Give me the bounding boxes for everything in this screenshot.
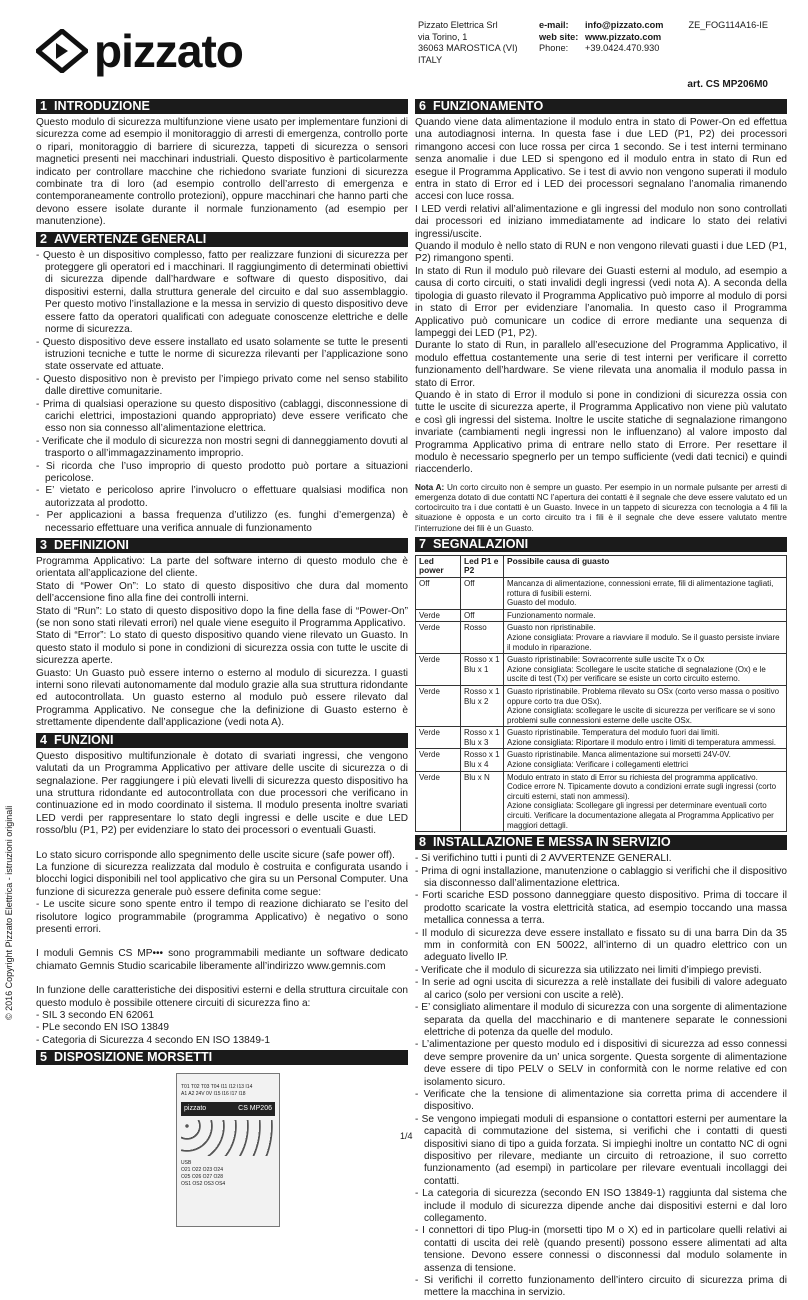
list-item: - Si ricorda che l’uso improprio di questo prodotto può portare a situazioni pericolose. — [36, 460, 408, 484]
list-item: - I connettori di tipo Plug-in (morsetti tipo M o X) ed in particolare quelli relativi ai contatti di uscita dei relè (quando presenti) possono essere alimentati ad alta tensione. Devono essere connessi o disconnessi dal modulo solamente in assenza di tensione. — [415, 1225, 787, 1274]
table-row — [416, 609, 787, 622]
cell-led-p1p2: Rosso x 1 Blu x 3 — [461, 727, 504, 749]
cell-led-power: Verde — [416, 609, 461, 622]
section-3-text: Programma Applicativo: La parte del software interno di questo modulo che è orientata all’applicazione del cliente. Stato di “Power On”: Lo stato di questo dispositivo che dura dal momento dell’accensione fino alla fine dei controlli interni. Stato di “Run”: Lo stato di questo dispositivo dopo la fine della fase di “Power-On” (se non sono stati rilevati errori) nel quale viene eseguito il Programma Applicativo. Stato di “Error”: Lo stato di questo dispositivo quando viene rilevato un Guasto. In questo stato il modulo si pone in condizioni di sicurezza ossia con tutte le uscite di sicurezza aperte. Guasto: Un Guasto può essere interno o esterno al modulo di sicurezza. I guasti interni sono rilevati autonomamente dal modulo grazie alla sua struttura ridondante ed autocontrollata. Un guasto esterno al modulo può essere rilevato dal Programma Applicativo. Ne consegue che la definizione di Guasto esterno è strettamente dipendente dall’applicazione (vedi nota A). — [36, 556, 408, 729]
company-contacts: e-mail: info@pizzato.com web site: www.pizzato.com Phone: +39.0424.470.930 — [539, 20, 664, 53]
section-4-para-3: I moduli Gemnis CS MP••• sono programmabili mediante un software dedicato chiamato Gemnis Studio scaricabile liberamente all’indirizzo www.gemnis.com — [36, 948, 408, 972]
cell-cause: Guasto ripristinabile. Temperatura del modulo fuori dai limiti. Azione consigliata: Riportare il modulo entro i limiti di temperatura ammessi. — [504, 727, 787, 749]
top-terminals: T01 T02 T03 T04 I11 I12 I13 I14 A1 A2 24V 0V I15 I16 I17 I18 — [181, 1084, 253, 1098]
section-3-heading: 3 DEFINIZIONI — [36, 538, 408, 553]
list-item: - Prima di qualsiasi operazione su questo dispositivo (cablaggi, disconnessione di carichi elettrici, impostazioni quando appropriato) deve essere verificato che esso non sia connesso all’alimentazione elettrica. — [36, 398, 408, 435]
list-item: - Se vengono impiegati moduli di espansione o contattori esterni per aumentare la capacità di commutazione del sistema, si verifichi che i contatti di questi dispositivi siano di tipo a guida forzata. Si impieghi inoltre un contatto NC di ogni dispositivo per rilevare, mediante un circuito di retroazione, il suo corretto funzionamento (ad esempi) in particolare per rilevare eventuali incollaggi dei contatti. — [415, 1113, 787, 1187]
list-item: - Questo dispositivo deve essere installato ed usato solamente se tutte le presenti istruzioni tecniche e tutte le norme di sicurezza rilevanti per l’applicazione sono state osservate ed attuate. — [36, 336, 408, 373]
section-7-heading: 7 SEGNALAZIONI — [415, 537, 787, 552]
led-array — [181, 1120, 275, 1156]
list-item: - E’ vietato e pericoloso aprire l’involucro o effettuare qualsiasi modifica non autorizzata al prodotto. — [36, 485, 408, 509]
section-1-text: Questo modulo di sicurezza multifunzione viene usato per implementare funzioni di sicurezza come ad esempio il monitoraggio di arresti di emergenza, controllo porte o ripari, monitoraggio di barriere di sicurezza, tappeti di sicurezza o sensori magnetici presenti nei macchinari industriali. Questo dispositivo è particolarmente indicato per controllare macchine che richiedono svariate funzioni di sicurezza combinate tra di loro (ad esempio controllo dell’arresto di emergenza e contemporaneamente controllo protezioni), oppure macchinari che hanno parti che devono essere isolate durante il normale funzionamento (ad esempio per manutenzione). — [36, 117, 408, 228]
cell-led-power: Verde — [416, 622, 461, 654]
company-address: Pizzato Elettrica Srl via Torino, 1 36063 MAROSTICA (VI) ITALY — [418, 20, 518, 65]
cell-led-power: Verde — [416, 654, 461, 686]
cell-led-p1p2: Rosso x 1 Blu x 4 — [461, 749, 504, 771]
left-column — [36, 96, 408, 1227]
section-8-list — [415, 853, 787, 1300]
section-4-para-4: In funzione delle caratteristiche dei dispositivi esterni e della struttura circuitale con questo modulo è possibile ottenere circuiti di sicurezza fino a: - SIL 3 secondo EN 62061 - PLe secondo EN ISO 13849 - Categoria di Sicurezza 4 secondo EN ISO 13849-1 — [36, 985, 408, 1046]
header-led-p1p2: Led P1 e P2 — [461, 555, 504, 577]
list-item: - Forti scariche ESD possono danneggiare questo dispositivo. Prima di toccare il prodotto scaricate la vostra elettricità statica, ad esempio toccando una massa metallica connessa a terra. — [415, 890, 787, 927]
table-row — [416, 727, 787, 749]
table-row — [416, 749, 787, 771]
terminal-layout-diagram — [176, 1073, 280, 1227]
cell-led-power: Verde — [416, 685, 461, 726]
section-4-para-1: Questo dispositivo multifunzionale è dotato di svariati ingressi, che vengono valutati da un Programma Applicativo per attivare delle uscite di sicurezza o di segnalazione. Per raggiungere i più elevati livelli di sicurezza questo dispositivo ha una struttura ridondante ed autocontrollata con due processori che verificano in continuazione ed in modo coordinato il sistema. Il modulo presenta inoltre svariati LED verdi per rappresentare lo stato degli ingressi e delle uscite e due LED rosso/blu (P1, P2) per evidenziare lo stato dei processori o eventuali Guasti. — [36, 750, 408, 837]
cell-led-power: Verde — [416, 771, 461, 832]
cell-led-power: Verde — [416, 727, 461, 749]
cell-led-p1p2: Off — [461, 609, 504, 622]
pizzato-logo-icon — [36, 29, 88, 73]
table-row — [416, 654, 787, 686]
list-item: - In serie ad ogni uscita di sicurezza a relè installate dei fusibili di valore adeguato al carico (solo per versioni con uscite a relè). — [415, 977, 787, 1001]
brand-name: pizzato — [94, 25, 243, 77]
list-item: - Si verifichino tutti i punti di 2 AVVERTENZE GENERALI. — [415, 853, 672, 865]
cell-led-p1p2: Rosso x 1 Blu x 1 — [461, 654, 504, 686]
section-5-heading: 5 DISPOSIZIONE MORSETTI — [36, 1050, 408, 1065]
list-item: - L’alimentazione per questo modulo ed i dispositivi di sicurezza ad esso connessi deve sempre provenire da un’ unica sorgente. Questa sorgente di alimentazione deve essere di tipo PELV o SELV in conformità con le norme relative ed con isolamento sicuro. — [415, 1039, 787, 1088]
cell-led-p1p2: Rosso — [461, 622, 504, 654]
cell-led-p1p2: Rosso x 1 Blu x 2 — [461, 685, 504, 726]
table-row — [416, 771, 787, 832]
brand-logo — [36, 24, 243, 78]
email-link[interactable]: info@pizzato.com — [585, 20, 664, 30]
copyright-note: © 2016 Copyright Pizzato Elettrica - istruzioni originali — [4, 805, 14, 1020]
section-8-heading: 8 INSTALLAZIONE E MESSA IN SERVIZIO — [415, 835, 787, 850]
cell-cause: Mancanza di alimentazione, connessioni errate, fili di alimentazione tagliati, rottura di fusibili esterni. Guasto del modulo. — [504, 577, 787, 609]
right-column — [415, 96, 787, 1300]
section-4-heading: 4 FUNZIONI — [36, 733, 408, 748]
cell-cause: Funzionamento normale. — [504, 609, 787, 622]
cell-cause: Guasto ripristinabile. Manca alimentazione sui morsetti 24V-0V. Azione consigliata: Verificare i collegamenti elettrici — [504, 749, 787, 771]
web-link[interactable]: www.pizzato.com — [585, 31, 662, 42]
list-item: - Si verifichi il corretto funzionamento dell’intero circuito di sicurezza prima di mettere la macchina in servizio. — [415, 1275, 787, 1299]
cell-cause: Guasto non ripristinabile. Azione consigliata: Provare a riavviare il modulo. Se il guasto persiste inviare il modulo in riparazione. — [504, 622, 787, 654]
list-item: - Questo dispositivo non è previsto per l’impiego privato come nel senso stabilito dalle direttive comunitarie. — [36, 373, 408, 398]
list-item: - Verificate che la tensione di alimentazione sia corretta prima di accendere il dispositivo. — [415, 1088, 787, 1113]
article-number: art. CS MP206M0 — [687, 79, 768, 90]
note-a: Nota A: Un corto circuito non è sempre un guasto. Per esempio in un normale pulsante per arresti di emergenza dotato di due contatti NC l’apertura dei contatti è il segnale che deve essere valutato ed un cortocircuito tra i due contatti è un Guasto. Invece in un tappeto di sicurezza con tecnologia a 4 fili la situazione è opposta e un corto circuito tra i fili è il segnale che deve essere valutato mentre l’interruzione dei fili è un Guasto. — [415, 482, 788, 533]
section-6-text: Quando viene data alimentazione il modulo entra in stato di Power-On ed effettua una autodiagnosi interna. In questa fase i due LED (P1, P2) dei processori rimangono accesi con luce rossa per circa 1 secondo. Se i test interni terminano senza anomalie i due LED si spengono ed il modulo entra in stato di Run ed esegue il Programma Applicativo. Se i test di avvio non vengono superati il modulo entra in stato di Error ed i LED dei processori segnalano l’anomalia rimanendo accesi con luce rossa. I LED verdi relativi all’alimentazione e gli ingressi del modulo non sono controllati dai processori ed iniziano immediatamente ad indicare lo stato dei relativi ingressi/uscite. Quando il modulo è nello stato di RUN e non vengono rilevati guasti i due LED (P1, P2) rimangono spenti. In stato di Run il modulo può rilevare dei Guasti esterni al modulo, ad esempio a causa di corto circuiti, o stati invalidi degli ingressi (vedi nota A). A seconda della tipologia di guasto rilevato il Programma Applicativo può imporre al modulo di porsi in stato di Error per evidenziare l’anomalia. In questo caso il Programma Applicativo può comunicare un codice di errore mediante una sequenza di lampeggi dei LED (P1, P2). Durante lo stato di Run, in parallelo all’esecuzione del Programma Applicativo, il modulo effettua costantemente una serie di test interni per verificare il corretto funzionamento dell’hardware. Se viene rilevata una anomalia il modulo passa in stato di Error. Quando è in stato di Error il modulo si pone in condizioni di sicurezza ossia con tutte le uscite di sicurezza aperte, il Programma Applicativo non viene più valutato e così gli ingressi del sistema. Inoltre le uscite statiche di segnalazione rimangono invariate (cambiamenti negli ingressi non le influenzano) al valore imposto dal Programma Applicativo prima di entrare nello stato di Errore. Per resettare il modulo è necessario spegnerlo per un tempo sufficiente (vedi dati tecnici) e quindi riaccenderlo. — [415, 117, 787, 476]
section-6-heading: 6 FUNZIONAMENTO — [415, 99, 787, 114]
list-item: - Prima di ogni installazione, manutenzione o cablaggio si verifichi che il dispositivo sia disconnesso dall’alimentazione elettrica. — [415, 865, 787, 890]
list-item: - Questo è un dispositivo complesso, fatto per realizzare funzioni di sicurezza per proteggere gli operatori ed i macchinari. Il raggiungimento di determinati obiettivi di sicurezza dipende dall’hardware e software di questo dispositivo, dai dispositivi esterni, dalla struttura generale del circuito e dal suo assemblaggio. Per questo motivo l’installazione e la messa in servizio di questo dispositivo deve essere fatto da operatori qualificati con adeguate conoscenze elettriche e delle norme di sicurezza. — [36, 249, 408, 336]
cell-led-power: Off — [416, 577, 461, 609]
cell-led-p1p2: Off — [461, 577, 504, 609]
list-item: - La categoria di sicurezza (secondo EN ISO 13849-1) raggiunta dal sistema che include il modulo di sicurezza dipende anche dai dispositivi esterni e dal loro collegamento. — [415, 1188, 787, 1225]
cell-cause: Modulo entrato in stato di Error su richiesta del programma applicativo. Codice errore N. Tipicamente dovuto a condizioni errate sugli ingressi (corto circuiti esterni, stati non ammessi). Azione consigliata: Scollegare gli ingressi per determinare eventuali corto circuiti. Verificare la documentazione allegata al Programma Applicativo per maggiori dettagli. — [504, 771, 787, 832]
cell-led-p1p2: Blu x N — [461, 771, 504, 832]
section-2-list — [36, 250, 408, 535]
document-id: ZE_FOG114A16-IE — [688, 20, 768, 30]
list-item: - Verificate che il modulo di sicurezza sia utilizzato nei limiti d’impiego previsti. — [415, 964, 762, 976]
cell-cause: Guasto ripristinabile: Sovracorrente sulle uscite Tx o Ox Azione consigliata: Scollegare le uscite statiche di segnalazione (Ox) e le uscite di test (Tx) per verificare se esiste un corto circuito esterno. — [504, 654, 787, 686]
page-number: 1/4 — [400, 1131, 413, 1141]
device-label: pizzato CS MP206 — [181, 1102, 275, 1116]
table-row — [416, 577, 787, 609]
section-1-heading: 1 INTRODUZIONE — [36, 99, 408, 114]
list-item: - Per applicazioni a bassa frequenza d’utilizzo (es. funghi d’emergenza) è necessario effettuare una verifica annuale di funzionamento — [36, 510, 408, 534]
list-item: - E’ consigliato alimentare il modulo di sicurezza con una sorgente di alimentazione separata da quella del macchinario e di mantenere separate le connessioni elettriche di potenza da quelle del modulo. — [415, 1002, 787, 1038]
section-2-heading: 2 AVVERTENZE GENERALI — [36, 232, 408, 247]
bottom-terminals: USB O21 O22 O23 O24 O25 O26 O27 O28 OS1 OS2 OS3 OS4 — [181, 1160, 226, 1188]
header-cause: Possibile causa di guasto — [504, 555, 787, 577]
section-4-para-2: Lo stato sicuro corrisponde allo spegnimento delle uscite sicure (safe power off). La funzione di sicurezza realizzata dal modulo è costruita e configurata usando i blocchi logici disponibili nel tool applicativo che gira su un Personal Computer. Una funzione di sicurezza generale può essere definita come segue: - Le uscite sicure sono spente entro il tempo di reazione dichiarato se l’esito del risolutore logico programmabile (programma Applicativo) è negativo o sono presenti errori. — [36, 849, 408, 935]
list-item: - Verificate che il modulo di sicurezza non mostri segni di danneggiamento dovuti al trasporto o all’immagazzinamento improprio. — [36, 435, 408, 460]
cell-led-power: Verde — [416, 749, 461, 771]
list-item: - Il modulo di sicurezza deve essere installato e fissato su di una barra Din da 35 mm in conformità con EN 50022, all’interno di un quadro elettrico con un adeguato livello IP. — [415, 927, 787, 964]
cell-cause: Guasto ripristinabile. Problema rilevato su OSx (corto verso massa o positivo oppure corto tra due OSx). Azione consigliata: scollegare le uscite di sicurezza per verificare se vi sono problemi sulle connessioni esterne delle uscite OSx. — [504, 685, 787, 726]
signal-table — [415, 555, 787, 832]
header-led-power: Led power — [416, 555, 461, 577]
table-row — [416, 622, 787, 654]
table-row — [416, 685, 787, 726]
